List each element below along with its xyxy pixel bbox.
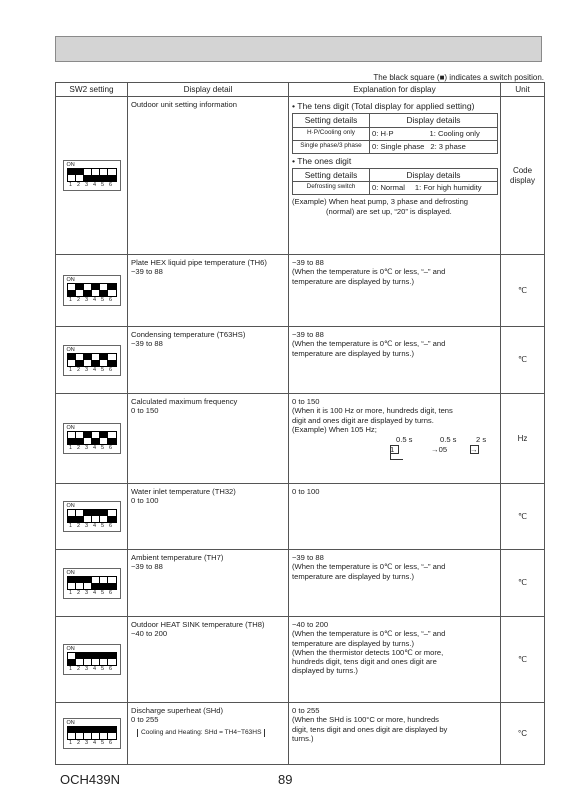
- display-detail: [370, 140, 498, 153]
- display-detail-line: Water inlet temperature (TH32): [131, 487, 236, 496]
- dip-switch-number: 3: [84, 523, 89, 529]
- dip-switch-4: [92, 169, 100, 181]
- ones-digit-table: [292, 168, 498, 195]
- loop-arrow-icon: [390, 454, 403, 460]
- explanation-line: temperature are displayed by turns.): [292, 638, 414, 648]
- dip-switch-numbers: [67, 367, 117, 374]
- dip-switch-3: [84, 284, 92, 296]
- dip-switch-1: [68, 354, 76, 366]
- setting-detail: H·P/Cooling only: [293, 127, 370, 140]
- option-b: 1: Cooling only: [429, 128, 480, 138]
- dip-switch-number: 2: [76, 445, 81, 451]
- example-line: (normal) are set up, “20” is displayed.: [326, 206, 452, 216]
- dip-switch-grid: [67, 283, 117, 297]
- table-header-row: [56, 83, 545, 97]
- explanation-line: −39 to 88: [292, 258, 324, 267]
- explanation-line: (When the temperature is 0℃ or less, “–” and: [292, 339, 446, 349]
- dip-switch-on-label: ON: [66, 277, 75, 283]
- table-row: [56, 550, 545, 617]
- dip-switch-number: 1: [68, 523, 73, 529]
- sw2-setting-cell: [56, 394, 128, 484]
- dip-switch-number: 6: [108, 740, 113, 746]
- dip-switch-grid: [67, 652, 117, 666]
- display-detail-line: Outdoor HEAT SINK temperature (TH8): [131, 620, 265, 629]
- option-b: 2: 3 phase: [430, 141, 466, 151]
- dip-switch-number: 4: [92, 523, 97, 529]
- dip-switch-grid: [67, 576, 117, 590]
- dip-switch-on-label: ON: [66, 425, 75, 431]
- setting-details-header: Setting details: [293, 169, 370, 182]
- sub-table-row: [293, 182, 498, 195]
- tens-digit-title: • The tens digit (Total display for applied setting): [292, 101, 475, 111]
- sw2-setting-cell: [56, 484, 128, 550]
- sw2-setting-cell: [56, 617, 128, 703]
- option-a: 0: Single phase: [372, 141, 425, 151]
- dip-switch-on-label: ON: [66, 346, 75, 353]
- ones-digit-title: • The ones digit: [292, 155, 352, 166]
- dip-switch-5: [100, 169, 108, 181]
- explanation-line: digit, tens digit and ones digit are displayed by: [292, 724, 448, 734]
- setting-details-header: Setting details: [293, 114, 370, 127]
- dip-switch-4: [92, 510, 100, 522]
- display-detail-line: Plate HEX liquid pipe temperature (TH6): [131, 258, 267, 267]
- dip-switch-numbers: [67, 297, 117, 304]
- explanation-line: (Example) When 105 Hz;: [292, 424, 377, 434]
- dip-switch-diagram: [63, 644, 121, 675]
- sw2-setting-cell: [56, 327, 128, 394]
- dip-switch-2: [76, 354, 84, 366]
- dip-switch-number: 4: [92, 445, 97, 451]
- dip-switch-2: [76, 432, 84, 444]
- dip-switch-number: 2: [76, 182, 81, 188]
- footer-model-number: OCH439N: [60, 772, 120, 787]
- explanation-line: −39 to 88: [292, 553, 324, 562]
- display-detail-line: Ambient temperature (TH7): [131, 553, 224, 562]
- unit-cell: °C: [501, 703, 545, 765]
- display-detail-cell: [128, 484, 289, 550]
- unit-cell: Hz: [501, 394, 545, 484]
- display-detail-line: −39 to 88: [131, 267, 163, 277]
- unit-cell: ℃: [501, 617, 545, 703]
- display-detail-line: Outdoor unit setting information: [131, 100, 237, 109]
- display-detail-line: 0 to 100: [131, 496, 159, 506]
- dip-switch-number: 4: [92, 297, 97, 303]
- explanation-line: temperature are displayed by turns.): [292, 348, 414, 358]
- dip-switch-diagram: [63, 568, 121, 599]
- dip-switch-5: [100, 432, 108, 444]
- setting-detail: Defrosting switch: [293, 182, 370, 195]
- dip-switch-4: [92, 354, 100, 366]
- digit-value: 1: [390, 445, 395, 454]
- dip-switch-5: [100, 727, 108, 739]
- dip-switch-number: 4: [92, 182, 97, 188]
- dip-switch-number: 6: [108, 589, 113, 596]
- dip-switch-number: 1: [68, 182, 73, 188]
- explanation-line: −40 to 200: [292, 620, 329, 629]
- display-detail-cell: [128, 703, 289, 765]
- dip-switch-number: 5: [100, 366, 105, 373]
- explanation-cell: [289, 327, 501, 394]
- dip-switch-number: 5: [100, 740, 105, 746]
- explanation-cell: [289, 255, 501, 327]
- dip-switch-number: 2: [76, 297, 81, 303]
- dip-switch-number: 2: [76, 666, 81, 672]
- dip-switch-number: 1: [68, 589, 73, 596]
- dip-switch-number: 4: [92, 366, 97, 373]
- dip-switch-6: [108, 727, 116, 739]
- dip-switch-6: [108, 510, 116, 522]
- sub-table-header: [293, 114, 498, 127]
- explanation-line: (When the temperature is 0℃ or less, “–” and: [292, 562, 446, 572]
- explanation-line: (When the thermistor detects 100℃ or more,: [292, 647, 444, 657]
- display-step-2: →05: [431, 445, 448, 454]
- sub-table-row: [293, 127, 498, 140]
- display-detail-line: 0 to 150: [131, 406, 159, 416]
- dip-switch-number: 1: [68, 366, 73, 373]
- dip-switch-number: 1: [68, 445, 73, 451]
- dip-switch-number: 4: [92, 740, 97, 746]
- display-detail-cell: [128, 255, 289, 327]
- sw2-setting-cell: [56, 255, 128, 327]
- dip-switch-number: 2: [76, 366, 81, 373]
- unit-cell: ℃: [501, 550, 545, 617]
- explanation-line: 0 to 100: [292, 487, 320, 496]
- sub-table-header: [293, 169, 498, 182]
- dip-switch-number: 5: [100, 666, 105, 672]
- switch-position-note: The black square (■) indicates a switch position.: [373, 73, 544, 82]
- dip-switch-on-label: ON: [66, 162, 75, 168]
- dip-switch-numbers: [67, 523, 117, 530]
- dip-switch-number: 5: [100, 445, 105, 451]
- explanation-line: (When the SHd is 100°C or more, hundreds: [292, 715, 439, 725]
- explanation-line: (When the temperature is 0℃ or less, “–” and: [292, 267, 446, 277]
- footer-page-number: 89: [278, 772, 293, 787]
- sw2-setting-cell: [56, 703, 128, 765]
- dip-switch-number: 4: [92, 589, 97, 596]
- sw2-display-table: [55, 82, 545, 765]
- header-bar: [55, 36, 542, 62]
- dip-switch-6: [108, 354, 116, 366]
- dip-switch-number: 3: [84, 182, 89, 188]
- dip-switch-number: 6: [108, 182, 113, 188]
- display-detail-cell: [128, 97, 289, 255]
- explanation-cell: [289, 617, 501, 703]
- dip-switch-number: 1: [68, 666, 73, 672]
- dip-switch-3: [84, 510, 92, 522]
- dip-switch-2: [76, 284, 84, 296]
- display-detail-cell: [128, 327, 289, 394]
- dip-switch-number: 3: [84, 740, 89, 746]
- display-detail-line: −39 to 88: [131, 339, 163, 349]
- explanation-line: turns.): [292, 733, 314, 743]
- dip-switch-3: [84, 577, 92, 589]
- dip-switch-number: 6: [108, 297, 113, 303]
- dip-switch-grid: [67, 353, 117, 367]
- dip-switch-on-label: ON: [66, 720, 75, 726]
- explanation-line: (When it is 100 Hz or more, hundreds digit, tens: [292, 406, 453, 416]
- explanation-cell: [289, 394, 501, 484]
- sw2-setting-cell: [56, 550, 128, 617]
- dip-switch-5: [100, 653, 108, 665]
- timing-label: 0.5 s: [440, 435, 457, 444]
- display-detail-line: −40 to 200: [131, 629, 168, 639]
- explanation-line: 0 to 255: [292, 706, 320, 715]
- table-row: [56, 617, 545, 703]
- dip-switch-number: 1: [68, 297, 73, 303]
- dip-switch-1: [68, 653, 76, 665]
- display-detail-cell: [128, 550, 289, 617]
- explanation-line: 0 to 150: [292, 397, 320, 406]
- option-b: 1: For high humidity: [414, 183, 482, 193]
- dip-switch-5: [100, 510, 108, 522]
- tens-digit-table: [292, 113, 498, 153]
- dip-switch-number: 1: [68, 740, 73, 746]
- dip-switch-grid: [67, 168, 117, 182]
- dip-switch-6: [108, 432, 116, 444]
- dip-switch-2: [76, 577, 84, 589]
- dip-switch-1: [68, 169, 76, 181]
- table-row: [56, 484, 545, 550]
- table-row: [56, 703, 545, 765]
- dip-switch-number: 2: [76, 523, 81, 529]
- display-detail-line: Condensing temperature (T63HS): [131, 330, 246, 339]
- explanation-line: hundreds digit, tens digit and ones digit are: [292, 657, 437, 666]
- dip-switch-1: [68, 284, 76, 296]
- explanation-line: digit and ones digit are displayed by turns.: [292, 415, 434, 425]
- dip-switch-number: 2: [76, 589, 81, 596]
- dip-switch-3: [84, 169, 92, 181]
- dip-switch-4: [92, 284, 100, 296]
- display-detail: [370, 127, 498, 140]
- option-a: 0: H·P: [372, 128, 394, 138]
- table-row: [56, 97, 545, 255]
- table-row: [56, 327, 545, 394]
- dip-switch-numbers: [67, 445, 117, 452]
- dip-switch-3: [84, 653, 92, 665]
- explanation-cell: [289, 550, 501, 617]
- dip-switch-number: 5: [100, 297, 105, 303]
- dip-switch-number: 3: [84, 666, 89, 672]
- dip-switch-4: [92, 432, 100, 444]
- dip-switch-numbers: [67, 182, 117, 189]
- dip-switch-4: [92, 727, 100, 739]
- unit-cell: Code display: [501, 97, 545, 255]
- dip-switch-number: 3: [84, 445, 89, 451]
- dip-switch-number: 6: [108, 445, 113, 451]
- timing-diagram: [292, 435, 497, 463]
- table-row: [56, 394, 545, 484]
- dip-switch-4: [92, 577, 100, 589]
- timing-label: 2 s: [476, 435, 487, 444]
- explanation-line: temperature are displayed by turns.): [292, 276, 414, 286]
- dip-switch-diagram: [63, 345, 121, 376]
- unit-cell: ℃: [501, 484, 545, 550]
- dip-switch-diagram: [63, 501, 121, 532]
- dip-switch-1: [68, 727, 76, 739]
- dip-switch-3: [84, 727, 92, 739]
- display-detail-line: Calculated maximum frequency: [131, 397, 238, 406]
- dip-switch-number: 6: [108, 666, 113, 672]
- dip-switch-1: [68, 577, 76, 589]
- example-line: (Example) When heat pump, 3 phase and defrosting: [292, 197, 469, 207]
- dip-switch-1: [68, 432, 76, 444]
- display-detail-line: Discharge superheat (SHd): [131, 706, 224, 715]
- explanation-line: −39 to 88: [292, 330, 324, 339]
- dip-switch-3: [84, 432, 92, 444]
- dip-switch-3: [84, 354, 92, 366]
- dip-switch-diagram: [63, 275, 121, 306]
- explanation-cell: [289, 97, 501, 255]
- unit-cell: ℃: [501, 255, 545, 327]
- dip-switch-1: [68, 510, 76, 522]
- dip-switch-number: 6: [108, 366, 113, 373]
- dip-switch-4: [92, 653, 100, 665]
- dip-switch-6: [108, 577, 116, 589]
- explanation-cell: [289, 484, 501, 550]
- sw2-setting-cell: [56, 97, 128, 255]
- dip-switch-2: [76, 653, 84, 665]
- dip-switch-number: 5: [100, 589, 105, 596]
- display-details-header: Display details: [370, 114, 498, 127]
- dip-switch-number: 5: [100, 523, 105, 529]
- header-unit: Unit: [501, 83, 545, 97]
- display-detail-cell: [128, 394, 289, 484]
- arrow: →: [470, 445, 478, 454]
- display-detail-line: 0 to 255: [131, 715, 159, 725]
- dip-switch-2: [76, 510, 84, 522]
- dip-switch-number: 3: [84, 589, 89, 596]
- dip-switch-6: [108, 169, 116, 181]
- display-detail-line: −39 to 88: [131, 562, 163, 572]
- formula-bracket: Cooling and Heating: SHd = TH4−T63HS: [137, 729, 265, 737]
- dip-switch-number: 6: [108, 523, 113, 529]
- dip-switch-numbers: [67, 740, 117, 747]
- dip-switch-grid: [67, 726, 117, 740]
- dip-switch-diagram: [63, 718, 121, 749]
- option-a: 0: Normal: [372, 183, 405, 193]
- dip-switch-6: [108, 284, 116, 296]
- dip-switch-diagram: [63, 423, 121, 454]
- dip-switch-grid: [67, 431, 117, 445]
- explanation-line: (When the temperature is 0℃ or less, “–” and: [292, 629, 446, 639]
- dip-switch-number: 4: [92, 666, 97, 672]
- dip-switch-5: [100, 354, 108, 366]
- display-detail: [370, 182, 498, 195]
- unit-cell: ℃: [501, 327, 545, 394]
- dip-switch-on-label: ON: [66, 646, 75, 652]
- dip-switch-number: 3: [84, 297, 89, 303]
- blank-digit-icon: [470, 445, 479, 454]
- dip-switch-numbers: [67, 666, 117, 673]
- explanation-line: temperature are displayed by turns.): [292, 571, 414, 581]
- dip-switch-number: 5: [100, 182, 105, 188]
- setting-detail: Single phase/3 phase: [293, 140, 370, 153]
- header-display-detail: Display detail: [128, 83, 289, 97]
- dip-switch-number: 2: [76, 740, 81, 746]
- header-sw2: SW2 setting: [56, 83, 128, 97]
- dip-switch-numbers: [67, 590, 117, 597]
- dip-switch-on-label: ON: [66, 503, 75, 509]
- dip-switch-5: [100, 577, 108, 589]
- dip-switch-2: [76, 169, 84, 181]
- explanation-cell: [289, 703, 501, 765]
- dip-switch-2: [76, 727, 84, 739]
- timing-label: 0.5 s: [396, 435, 413, 444]
- dip-switch-number: 3: [84, 366, 89, 373]
- dip-switch-diagram: [63, 160, 121, 191]
- dip-switch-5: [100, 284, 108, 296]
- dip-switch-grid: [67, 509, 117, 523]
- dip-switch-6: [108, 653, 116, 665]
- dip-switch-on-label: ON: [66, 569, 75, 576]
- display-detail-cell: [128, 617, 289, 703]
- explanation-line: displayed by turns.): [292, 666, 358, 676]
- table-row: [56, 255, 545, 327]
- display-details-header: Display details: [370, 169, 498, 182]
- sub-table-row: [293, 140, 498, 153]
- header-explanation: Explanation for display: [289, 83, 501, 97]
